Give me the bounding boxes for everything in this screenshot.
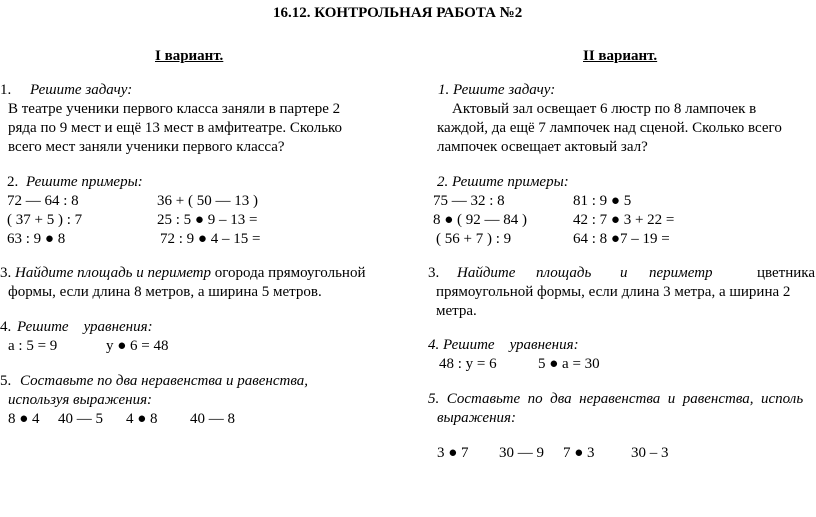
v2-example-3: ( 56 + 7 ) : 9 [436,231,512,247]
v2-task4-label: 4. Решите уравнения: [428,337,579,353]
v2-task3-line-2: прямоугольной формы, если длина 3 метра, а ширина 2 [436,284,791,300]
v2-task3-word-2: площадь [536,265,592,281]
v1-task3-rest: огорода прямоугольной [214,265,366,281]
v2-example-1: 75 — 32 : 8 [433,193,505,209]
v1-task3-label: Найдите площадь и периметр [15,265,212,281]
v2-expression-1: 3 ● 7 [437,445,469,461]
v1-example-4: 36 + ( 50 — 13 ) [157,193,258,209]
v2-equation-1: 48 : у = 6 [439,356,497,372]
v1-task1-line-2: ряда по 9 мест и ещё 13 мест в амфитеатре. Сколько [8,120,343,136]
v1-task3-line-2: формы, если длина 8 метров, а ширина 5 метров. [8,284,322,300]
v2-task3-line-3: метра. [436,303,477,319]
v1-example-5: 25 : 5 ● 9 – 13 = [157,212,258,228]
v1-task1-number: 1. [0,82,12,98]
v2-expression-4: 30 – 3 [631,445,669,461]
v2-task3-word-4: периметр [649,265,713,281]
v1-equation-2: у ● 6 = 48 [106,338,169,354]
v2-example-2: 8 ● ( 92 — 84 ) [433,212,528,228]
v2-task1-line-3: лампочек освещает актовый зал? [437,139,648,155]
v2-example-4: 81 : 9 ● 5 [573,193,632,209]
v1-task5-label-2: используя выражения: [8,392,153,408]
v1-expression-4: 40 — 8 [190,411,235,427]
v2-task1-line-1: Актовый зал освещает 6 люстр по 8 лампочек в [452,101,757,117]
page-title: 16.12. КОНТРОЛЬНАЯ РАБОТА №2 [273,5,523,21]
v2-task3-word-3: и [620,265,628,281]
v1-example-1: 72 — 64 : 8 [7,193,79,209]
v2-task2-label: 2. Решите примеры: [437,174,569,190]
variant-1-heading: I вариант. [155,48,224,64]
v1-expression-3: 4 ● 8 [126,411,158,427]
v2-equation-2: 5 ● а = 30 [538,356,600,372]
v1-task3-number: 3. [0,265,12,281]
v2-example-5: 42 : 7 ● 3 + 22 = [573,212,675,228]
v1-task5-number: 5. [0,373,12,389]
v1-expression-2: 40 — 5 [58,411,103,427]
v1-expression-1: 8 ● 4 [8,411,40,427]
v1-example-3: 63 : 9 ● 8 [7,231,66,247]
variant-2-heading: II вариант. [583,48,658,64]
v2-task1-line-2: каждой, да ещё 7 лампочек над сценой. Сколько всего [437,120,782,136]
v1-task4-number: 4. [0,319,12,335]
v1-example-6: 72 : 9 ● 4 – 15 = [160,231,261,247]
v2-expression-2: 30 — 9 [499,445,544,461]
v2-example-6: 64 : 8 ●7 – 19 = [573,231,670,247]
v2-task5-label-1: 5. Составьте по два неравенства и равенства, исполь [428,391,804,407]
v2-task3-word-1: Найдите [457,265,516,281]
v1-task5-label-1: Составьте по два неравенства и равенства, [20,373,309,389]
v1-task1-line-3: всего мест заняли ученики первого класса? [8,139,285,155]
v1-task2-label: Решите примеры: [26,174,143,190]
v1-task4-label: Решите уравнения: [17,319,153,335]
v1-task3-line-1 [0,264,365,282]
v2-task5-label-2: выражения: [437,410,516,426]
v1-task1-label: Решите задачу: [30,82,133,98]
v1-example-2: ( 37 + 5 ) : 7 [7,212,83,228]
v1-task1-line-1: В театре ученики первого класса заняли в партере 2 [8,101,341,117]
v2-task1-label: 1. Решите задачу: [438,82,556,98]
v2-task3-number: 3. [428,265,440,281]
v1-task2-number: 2. [7,174,19,190]
v1-equation-1: а : 5 = 9 [8,338,58,354]
v2-expression-3: 7 ● 3 [563,445,595,461]
v2-task3-word-5: цветника [757,265,816,281]
